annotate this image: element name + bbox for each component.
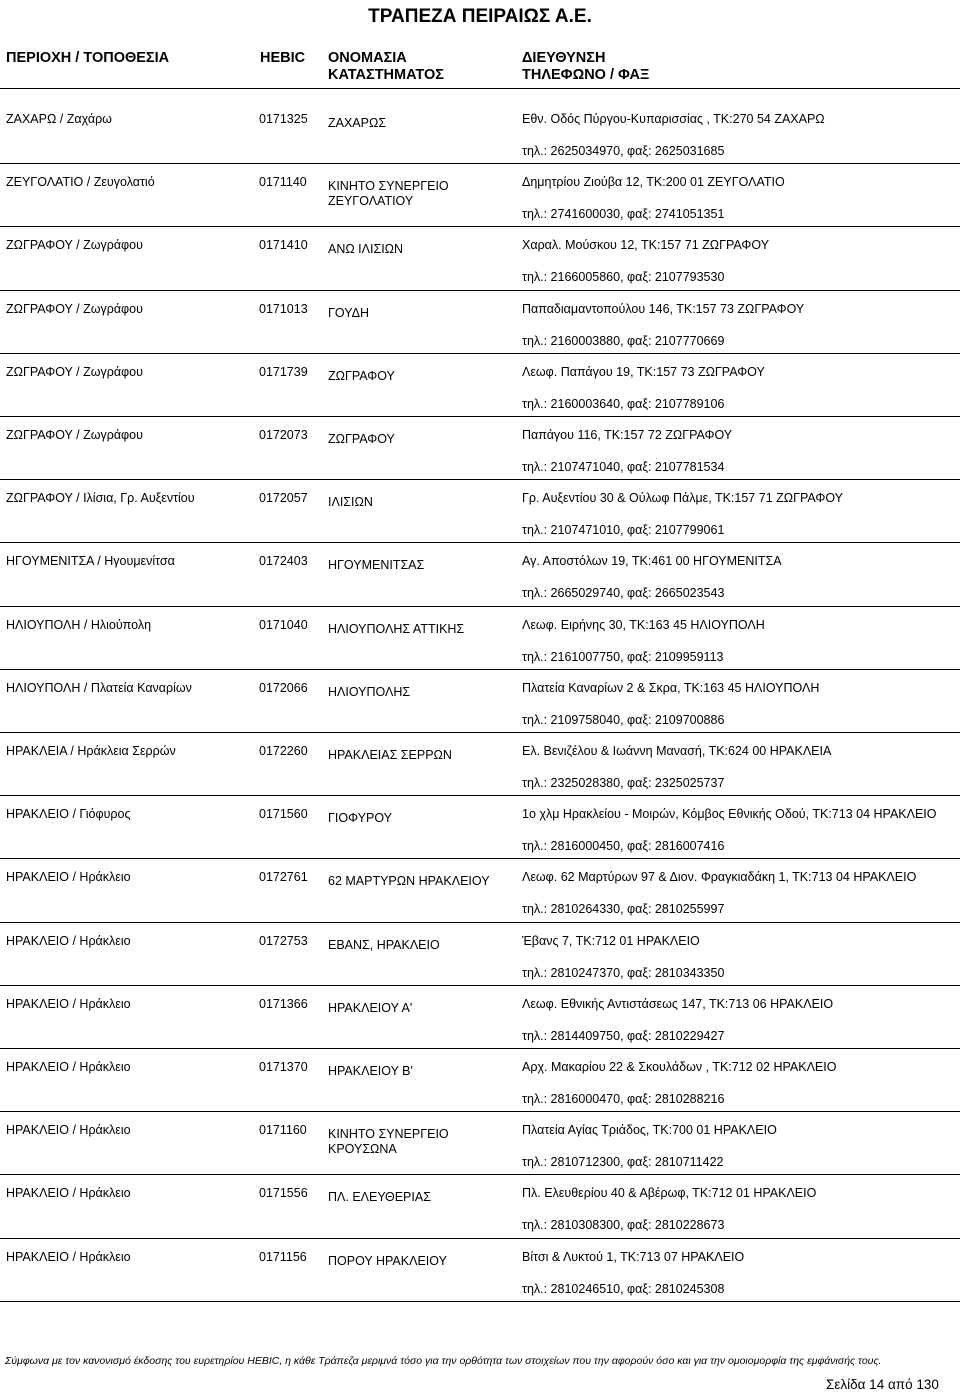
hebic-cell: 0171156 [259, 1249, 307, 1264]
table-row [0, 606, 960, 669]
branch-name-cell: ΕΒΑΝΣ, ΗΡΑΚΛΕΙΟ [328, 937, 440, 952]
table-row [0, 226, 960, 289]
hebic-cell: 0172073 [259, 428, 308, 442]
branch-name-cell: ΖΩΓΡΑΦΟΥ [328, 432, 395, 446]
hebic-cell: 0171556 [259, 1186, 308, 1201]
hebic-cell: 0172761 [259, 870, 308, 885]
address-cell: Λεωφ. Εθνικής Αντιστάσεως 147, ΤΚ:713 06 ΗΡΑΚΛΕΙΟ [522, 996, 834, 1011]
hebic-cell: 0171739 [259, 364, 308, 379]
phone-fax-cell: τηλ.: 2625034970, φαξ: 2625031685 [522, 144, 725, 158]
hebic-cell: 0171040 [259, 617, 308, 632]
header-area: ΠΕΡΙΟΧΗ / ΤΟΠΟΘΕΣΙΑ [6, 50, 170, 66]
phone-fax-cell: τηλ.: 2160003880, φαξ: 2107770669 [522, 333, 725, 348]
branch-name-cell: ΓΙΟΦΥΡΟΥ [328, 811, 392, 826]
footer-note: Σύμφωνα με τον κανονισμό έκδοσης του ευρετηρίου HEBIC, η κάθε Τράπεζα μεριμνά τόσο για την ορθότητα των στοιχείων που την αφορούν όσο και για την ομοιομορφία της εμφάνισής τους. [5, 1355, 882, 1367]
branch-name-cell: ΗΓΟΥΜΕΝΙΤΣΑΣ [328, 558, 425, 573]
branch-name-cell: ΗΛΙΟΥΠΟΛΗΣ ΑΤΤΙΚΗΣ [328, 621, 465, 636]
area-cell: ΖΕΥΓΟΛΑΤΙΟ / Ζευγολατιό [6, 175, 155, 190]
table-row [0, 353, 960, 416]
row-divider [0, 922, 960, 923]
table-row [0, 1048, 960, 1111]
area-cell: ΗΡΑΚΛΕΙΑ / Ηράκλεια Σερρών [6, 744, 176, 758]
row-divider [0, 606, 960, 607]
phone-fax-cell: τηλ.: 2810712300, φαξ: 2810711422 [522, 1155, 724, 1170]
hebic-cell: 0171140 [259, 175, 307, 190]
page-title: ΤΡΑΠΕΖΑ ΠΕΙΡΑΙΩΣ Α.Ε. [368, 6, 592, 27]
phone-fax-cell: τηλ.: 2810308300, φαξ: 2810228673 [522, 1218, 725, 1233]
address-cell: Γρ. Αυξεντίου 30 & Ούλωφ Πάλμε, ΤΚ:157 71 ΖΩΓΡΑΦΟΥ [522, 491, 843, 506]
hebic-cell: 0171370 [259, 1060, 308, 1074]
row-divider [0, 1174, 960, 1175]
phone-fax-cell: τηλ.: 2160003640, φαξ: 2107789106 [522, 396, 725, 411]
branch-name-cell: ΠΟΡΟΥ ΗΡΑΚΛΕΙΟΥ [328, 1253, 447, 1268]
table-row [0, 732, 960, 795]
table-row [0, 1174, 960, 1237]
row-divider [0, 1301, 960, 1302]
table-row [0, 542, 960, 605]
table-row [0, 922, 960, 985]
header-name-line2: ΚΑΤΑΣΤΗΜΑΤΟΣ [328, 67, 444, 83]
area-cell: ΗΡΑΚΛΕΙΟ / Γιόφυρος [6, 807, 131, 822]
phone-fax-cell: τηλ.: 2107471040, φαξ: 2107781534 [522, 460, 725, 474]
row-divider [0, 226, 960, 227]
area-cell: ΗΡΑΚΛΕΙΟ / Ηράκλειο [6, 1249, 131, 1264]
hebic-cell: 0172753 [259, 933, 308, 948]
phone-fax-cell: τηλ.: 2665029740, φαξ: 2665023543 [522, 586, 725, 601]
address-cell: Λεωφ. 62 Μαρτύρων 97 & Διον. Φραγκιαδάκη 1, ΤΚ:713 04 ΗΡΑΚΛΕΙΟ [522, 870, 917, 885]
table-row [0, 795, 960, 858]
hebic-cell: 0171160 [259, 1123, 307, 1138]
address-cell: Εθν. Οδός Πύργου-Κυπαρισσίας , ΤΚ:270 54 ΖΑΧΑΡΩ [522, 112, 825, 126]
area-cell: ΗΛΙΟΥΠΟΛΗ / Πλατεία Καναρίων [6, 680, 192, 695]
address-cell: Πλ. Ελευθερίου 40 & Αβέρωφ, ΤΚ:712 01 ΗΡΑΚΛΕΙΟ [522, 1186, 817, 1201]
header-address [522, 50, 649, 84]
branch-name-cell: 62 ΜΑΡΤΥΡΩΝ ΗΡΑΚΛΕΙΟΥ [328, 874, 490, 889]
phone-fax-cell: τηλ.: 2810247370, φαξ: 2810343350 [522, 965, 725, 980]
area-cell: ΗΡΑΚΛΕΙΟ / Ηράκλειο [6, 996, 131, 1011]
hebic-cell: 0172403 [259, 554, 308, 569]
table-row [0, 479, 960, 542]
table-row [0, 669, 960, 732]
area-cell: ΖΩΓΡΑΦΟΥ / Ιλίσια, Γρ. Αυξεντίου [6, 491, 195, 506]
row-divider [0, 732, 960, 733]
branch-name-cell: ΗΡΑΚΛΕΙΟΥ Α' [328, 1000, 413, 1015]
hebic-cell: 0171410 [259, 238, 308, 253]
phone-fax-cell: τηλ.: 2109758040, φαξ: 2109700886 [522, 712, 725, 727]
address-cell: Πλατεία Αγίας Τριάδος, ΤΚ:700 01 ΗΡΑΚΛΕΙΟ [522, 1123, 777, 1138]
area-cell: ΗΡΑΚΛΕΙΟ / Ηράκλειο [6, 933, 131, 948]
branch-name-cell: ΓΟΥΔΗ [328, 305, 369, 320]
page-number: Σελίδα 14 από 130 [826, 1377, 939, 1392]
address-cell: Λεωφ. Ειρήνης 30, ΤΚ:163 45 ΗΛΙΟΥΠΟΛΗ [522, 617, 765, 632]
row-divider [0, 795, 960, 796]
branch-name-cell: ΗΡΑΚΛΕΙΑΣ ΣΕΡΡΩΝ [328, 748, 452, 762]
address-cell: Δημητρίου Ζιούβα 12, ΤΚ:200 01 ΖΕΥΓΟΛΑΤΙΟ [522, 175, 785, 190]
branch-name-cell: ΙΛΙΣΙΩΝ [328, 495, 373, 510]
branch-name-cell: ΖΑΧΑΡΩΣ [328, 116, 387, 130]
branch-name-cell: ΑΝΩ ΙΛΙΣΙΩΝ [328, 242, 404, 257]
area-cell: ΗΡΑΚΛΕΙΟ / Ηράκλειο [6, 1186, 131, 1201]
table-row [0, 858, 960, 921]
table-row [0, 163, 960, 226]
phone-fax-cell: τηλ.: 2741600030, φαξ: 2741051351 [522, 207, 725, 222]
address-cell: Ελ. Βενιζέλου & Ιωάννη Μανασή, ΤΚ:624 00 ΗΡΑΚΛΕΙΑ [522, 744, 832, 758]
header-address-line2: ΤΗΛΕΦΩΝΟ / ΦΑΞ [522, 67, 650, 83]
hebic-cell: 0172066 [259, 680, 308, 695]
table-row [0, 416, 960, 479]
header-address-line1: ΔΙΕΥΘΥΝΣΗ [522, 50, 606, 66]
area-cell: ΗΛΙΟΥΠΟΛΗ / Ηλιούπολη [6, 617, 152, 632]
hebic-cell: 0171013 [259, 301, 308, 316]
area-cell: ΗΡΑΚΛΕΙΟ / Ηράκλειο [6, 870, 131, 885]
row-divider [0, 985, 960, 986]
area-cell: ΗΓΟΥΜΕΝΙΤΣΑ / Ηγουμενίτσα [6, 554, 175, 569]
address-cell: Παπάγου 116, ΤΚ:157 72 ΖΩΓΡΑΦΟΥ [522, 428, 733, 442]
table-row [0, 100, 960, 163]
area-cell: ΖΩΓΡΑΦΟΥ / Ζωγράφου [6, 428, 143, 442]
address-cell: Έβανς 7, ΤΚ:712 01 ΗΡΑΚΛΕΙΟ [522, 933, 700, 948]
area-cell: ΖΩΓΡΑΦΟΥ / Ζωγράφου [6, 301, 143, 316]
header-hebic: HEBIC [260, 50, 306, 66]
phone-fax-cell: τηλ.: 2816000450, φαξ: 2816007416 [522, 839, 725, 854]
area-cell: ΖΩΓΡΑΦΟΥ / Ζωγράφου [6, 364, 143, 379]
row-divider [0, 1048, 960, 1049]
hebic-cell: 0171366 [259, 996, 308, 1011]
row-divider [0, 163, 960, 164]
phone-fax-cell: τηλ.: 2107471010, φαξ: 2107799061 [522, 523, 725, 538]
address-cell: Αρχ. Μακαρίου 22 & Σκουλάδων , ΤΚ:712 02 ΗΡΑΚΛΕΙΟ [522, 1060, 837, 1074]
header-name-line1: ΟΝΟΜΑΣΙΑ [328, 50, 407, 66]
row-divider [0, 416, 960, 417]
address-cell: Βίτσι & Λυκτού 1, ΤΚ:713 07 ΗΡΑΚΛΕΙΟ [522, 1249, 745, 1264]
area-cell: ΖΩΓΡΑΦΟΥ / Ζωγράφου [6, 238, 143, 253]
header-name [328, 50, 444, 84]
row-divider [0, 290, 960, 291]
branch-name-cell: ΖΩΓΡΑΦΟΥ [328, 368, 395, 383]
branch-name-cell: ΚΙΝΗΤΟ ΣΥΝΕΡΓΕΙΟ ΖΕΥΓΟΛΑΤΙΟΥ [328, 179, 449, 209]
address-cell: Λεωφ. Παπάγου 19, ΤΚ:157 73 ΖΩΓΡΑΦΟΥ [522, 364, 765, 379]
hebic-cell: 0172057 [259, 491, 308, 506]
phone-fax-cell: τηλ.: 2816000470, φαξ: 2810288216 [522, 1092, 725, 1106]
phone-fax-cell: τηλ.: 2166005860, φαξ: 2107793530 [522, 270, 725, 285]
address-cell: 1ο χλμ Ηρακλείου - Μοιρών, Κόμβος Εθνικής Οδού, ΤΚ:713 04 ΗΡΑΚΛΕΙΟ [522, 807, 937, 822]
row-divider [0, 353, 960, 354]
branch-name-cell: ΗΛΙΟΥΠΟΛΗΣ [328, 684, 411, 699]
hebic-cell: 0171325 [259, 112, 308, 126]
phone-fax-cell: τηλ.: 2325028380, φαξ: 2325025737 [522, 776, 725, 790]
address-cell: Πλατεία Καναρίων 2 & Σκρα, ΤΚ:163 45 ΗΛΙΟΥΠΟΛΗ [522, 680, 820, 695]
branch-name-cell: ΠΛ. ΕΛΕΥΘΕΡΙΑΣ [328, 1190, 431, 1205]
area-cell: ΗΡΑΚΛΕΙΟ / Ηράκλειο [6, 1123, 131, 1138]
address-cell: Χαραλ. Μούσκου 12, ΤΚ:157 71 ΖΩΓΡΑΦΟΥ [522, 238, 770, 253]
phone-fax-cell: τηλ.: 2814409750, φαξ: 2810229427 [522, 1028, 725, 1043]
branch-name-cell: ΚΙΝΗΤΟ ΣΥΝΕΡΓΕΙΟ ΚΡΟΥΣΩΝΑ [328, 1127, 449, 1157]
table-row [0, 985, 960, 1048]
phone-fax-cell: τηλ.: 2810264330, φαξ: 2810255997 [522, 902, 725, 917]
header-divider [0, 88, 960, 89]
area-cell: ΗΡΑΚΛΕΙΟ / Ηράκλειο [6, 1060, 131, 1074]
area-cell: ΖΑΧΑΡΩ / Ζαχάρω [6, 112, 112, 126]
row-divider [0, 669, 960, 670]
branch-name-cell: ΗΡΑΚΛΕΙΟΥ Β' [328, 1064, 413, 1078]
address-cell: Αγ. Αποστόλων 19, ΤΚ:461 00 ΗΓΟΥΜΕΝΙΤΣΑ [522, 554, 782, 569]
address-cell: Παπαδιαμαντοπούλου 146, ΤΚ:157 73 ΖΩΓΡΑΦΟΥ [522, 301, 805, 316]
hebic-cell: 0172260 [259, 744, 308, 758]
table-row [0, 1111, 960, 1174]
row-divider [0, 542, 960, 543]
row-divider [0, 1111, 960, 1112]
phone-fax-cell: τηλ.: 2810246510, φαξ: 2810245308 [522, 1281, 725, 1296]
hebic-cell: 0171560 [259, 807, 308, 822]
row-divider [0, 479, 960, 480]
row-divider [0, 1238, 960, 1239]
table-row [0, 1238, 960, 1301]
phone-fax-cell: τηλ.: 2161007750, φαξ: 2109959113 [522, 649, 724, 664]
row-divider [0, 858, 960, 859]
table-row [0, 290, 960, 353]
